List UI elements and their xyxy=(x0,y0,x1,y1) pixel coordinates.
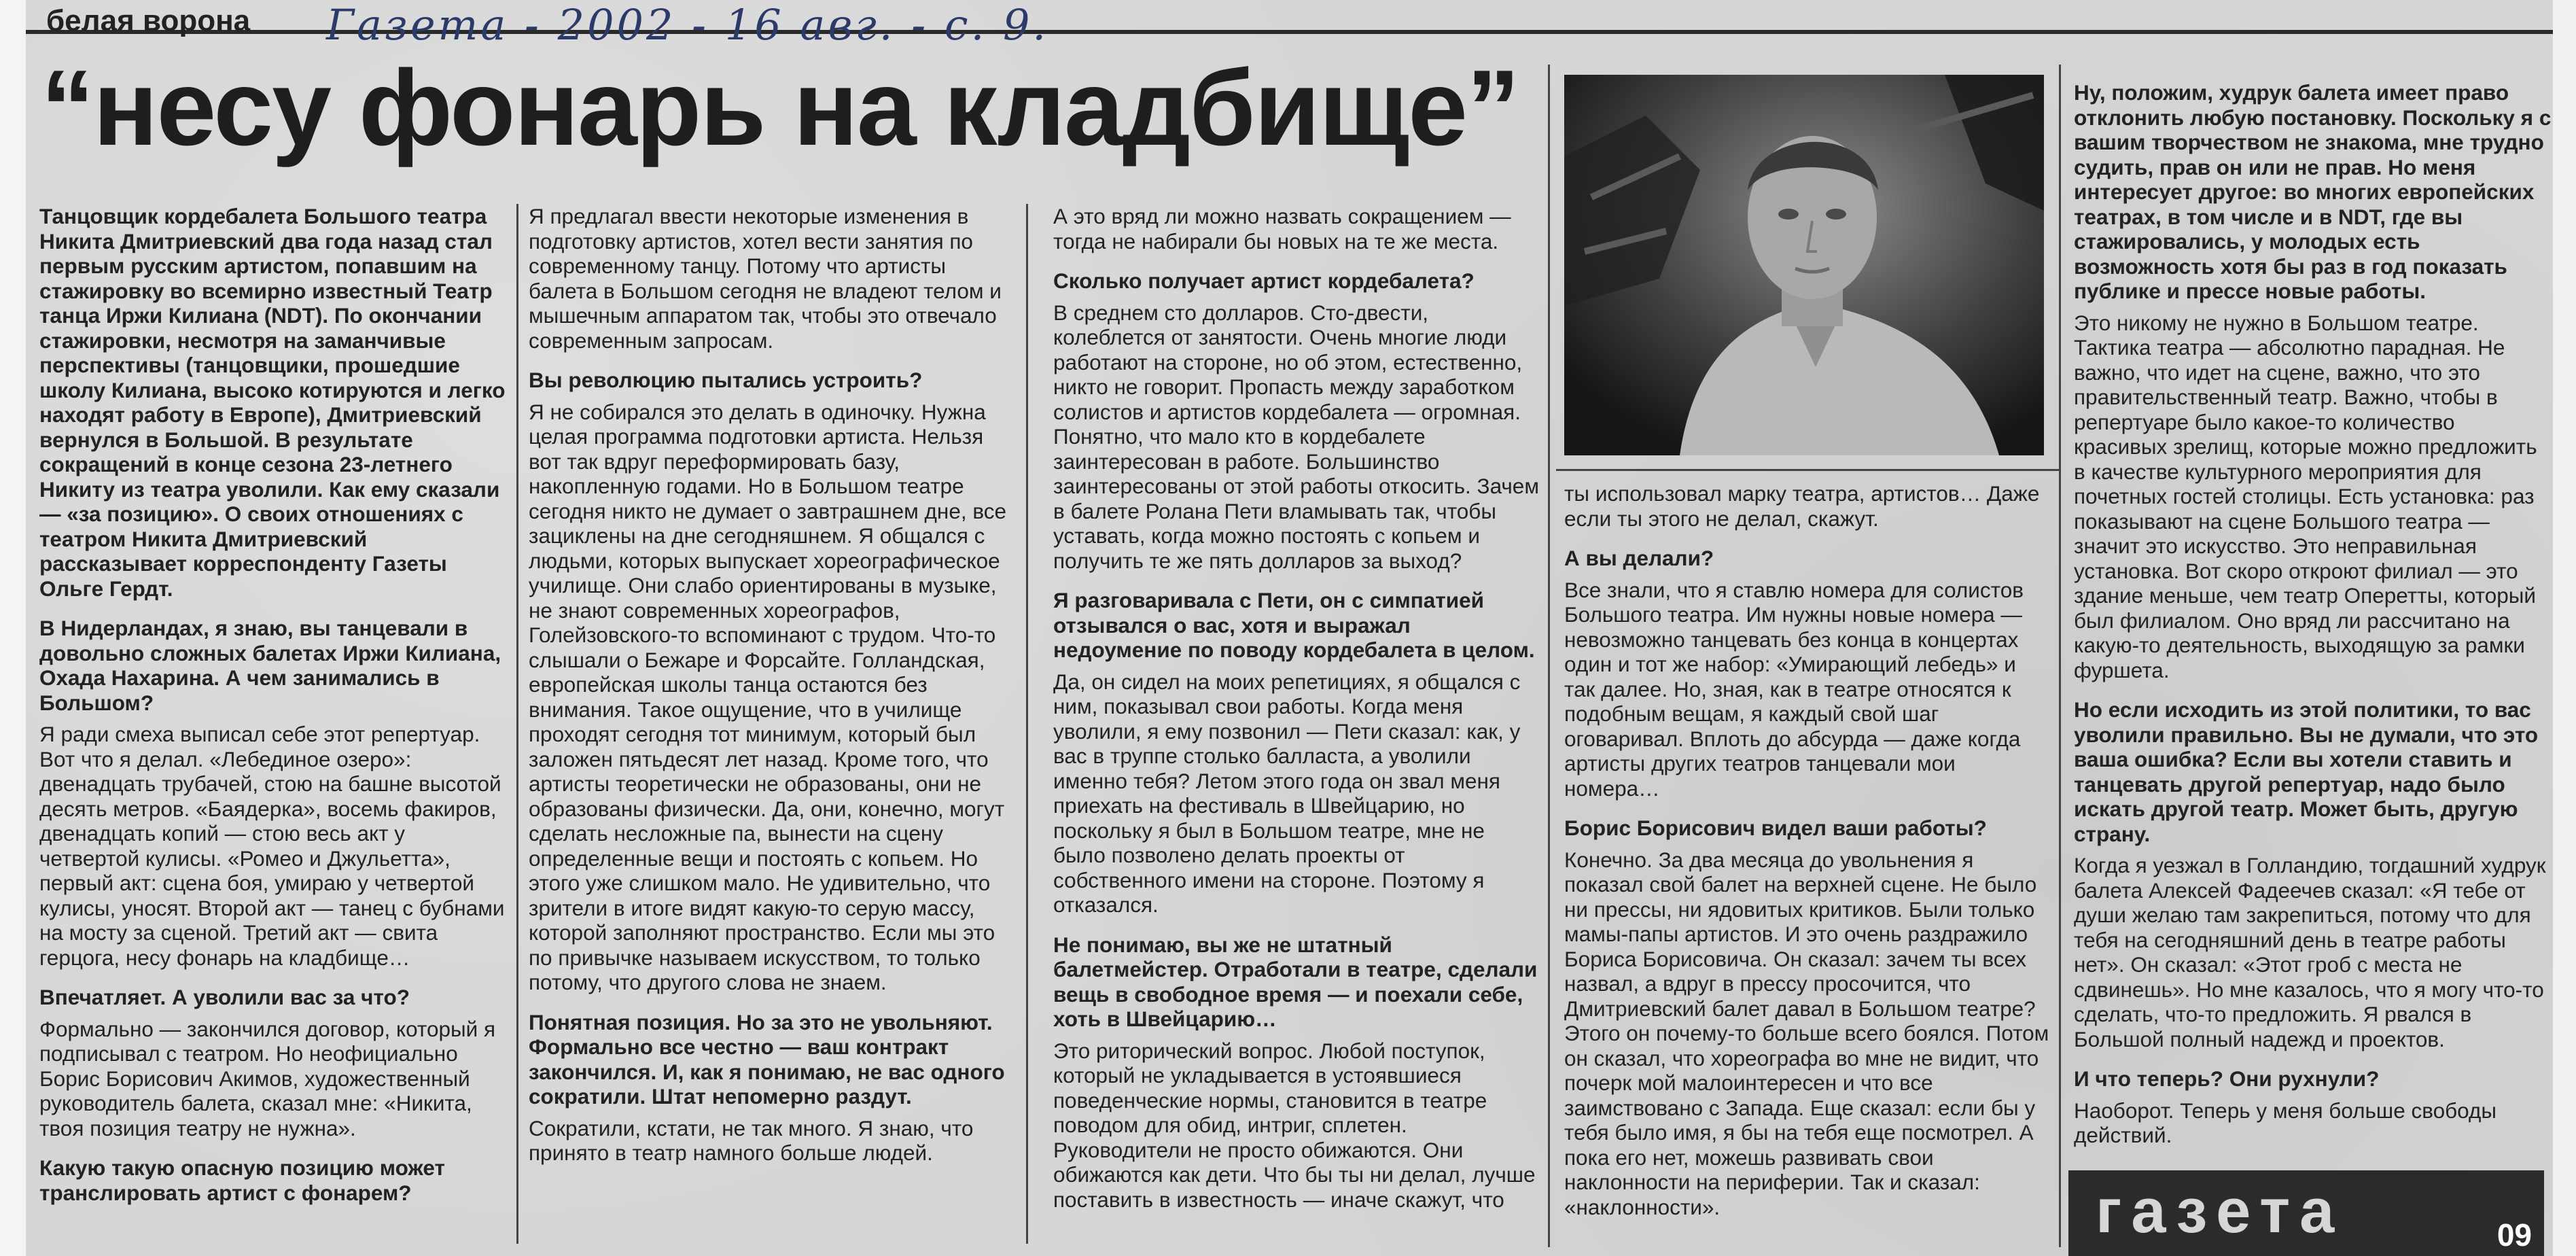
lead-text-2: два года назад стал первым русским артистом, попавшим на стажировку во всемирно известный Театр танца Иржи Килиана (NDT). По окончании стажировки, несмотря на заманчивые перспективы (танцовщики, прошедшие школу Килиана, высоко котируются и легко находят работу в Европе), Дмитриевский вернулся в Большой. В результате сокращений в конце сезона 23-летнего Никиту из театра уволили. Как ему сказали — «за позицию». О своих отношениях с театром xyxy=(39,228,506,551)
logo-wordmark: газета xyxy=(2096,1176,2344,1246)
question-4: Вы революцию пытались устроить? xyxy=(529,368,923,392)
column-2 xyxy=(529,204,1018,1251)
answer-13: Наоборот. Теперь у меня больше свободы действий. xyxy=(2074,1098,2497,1147)
headline: “несу фонарь на кладбище” xyxy=(41,48,1519,168)
lead-name-2: Никита Дмитриевский xyxy=(132,526,368,551)
question-7: Я разговаривала с Пети, он с симпатией отзывался о вас, хотя и выражал недоумение по поводу кордебалета в целом. xyxy=(1053,588,1535,662)
question-13: И что теперь? Они рухнули? xyxy=(2074,1066,2380,1091)
lead-correspondent: Газеты Ольге Гердт xyxy=(39,551,447,601)
column-rule-3 xyxy=(1548,65,1550,1247)
lead-end: . xyxy=(166,576,173,601)
question-12: Но если исходить из этой политики, то вас уволили правильно. Вы не думали, что это ваша ошибка? Если вы хотели ставить и танцевать другой репертуар, надо было искать другой театр. Может быть, другую страну. xyxy=(2074,697,2539,846)
question-11: Ну, положим, худрук балета имеет право отклонить любую постановку. Поскольку я с вашим творчеством не знакома, мне трудно судить, прав он или не прав. Но меня интересует другое: во многих европейских театрах, в том числе и в NDT, где вы стажировались, у молодых есть возможность хотя бы раз в год показать публике и прессе новые работы. xyxy=(2074,80,2552,303)
newspaper-logo xyxy=(2068,1170,2544,1256)
question-1: В Нидерландах, я знаю, вы танцевали в довольно сложных балетах Иржи Килиана, Охада Нахарина. А чем занимались в Большом? xyxy=(39,616,501,715)
answer-7: Да, он сидел на моих репетициях, я общался с ним, показывал свои работы. Когда меня уволили, я ему позвонил — Пети сказал: как, у вас в труппе столько балласта, а уволили именно тебя? Летом этого года он звал меня приехать на фестиваль в Швейцарию, но поскольку я был в Большом театре, мне не было позволено делать проекты от собственного имени на стороне. Поэтому я отказался. xyxy=(1053,669,1521,917)
lead-name: Никита Дмитриевский xyxy=(39,228,275,254)
answer-5-continued: А это вряд ли можно назвать сокращением — тогда не набирали бы новых на те же места. xyxy=(1053,204,1511,254)
question-9: А вы делали? xyxy=(1564,546,1714,570)
page-margin-left xyxy=(0,0,26,1256)
column-rule-4 xyxy=(2059,65,2061,1247)
rubric-label: белая ворона xyxy=(46,4,251,37)
handwritten-note: Газета - 2002 - 16 авг. - с. 9. xyxy=(326,0,1049,50)
answer-8-continued: ты использовал марку театра, артистов… Даже если ты этого не делал, скажут. xyxy=(1564,481,2040,531)
answer-5: Сократили, кстати, не так много. Я знаю, что принято в театр намного больше людей. xyxy=(529,1115,974,1165)
page-margin-right xyxy=(2553,0,2576,1256)
column-5 xyxy=(2074,80,2553,1161)
lead-paragraph xyxy=(39,204,508,601)
answer-4: Я не собирался это делать в одиночку. Нужна целая программа подготовки артиста. Нельзя вот так вдруг переформировать базу, накопленную годами. Но в Большом театре сегодня никто не думает о завтрашнем дне, все зациклены на дне сегодняшнем. Я общался с людьми, которых выпускает хореографическое училище. Они слабо ориентированы в музыке, не знают современных хореографов, Голейзовского-то вспоминают с трудом. Что-то слышали о Бежаре и Форсайте. Голландская, европейская школы танца остаются без внимания. Такое ощущение, что в училище проходят сегодня тот минимум, который был заложен пятьдесят лет назад. Кроме того, что артисты теоретически не образованы, они не образованы физически. Да, они, конечно, могут сделать несложные па, вынести на сцену определенные вещи и постоять с копьем. Но этого уже слишком мало. Не удивительно, что зрители в итоге видят какую-то серую массу, которой заполняют пространство. Если мы это по привычке называем искусством, то только потому, что другого слова не знаем. xyxy=(529,399,1006,994)
portrait-image xyxy=(1564,75,2044,455)
answer-10: Конечно. За два месяца до увольнения я показал свой балет на верхней сцене. Не было ни прессы, ни ядовитых критиков. Были только мамы-папы артистов. И это очень раздражило Бориса Борисовича. Он сказал: зачем ты всех назвал, а вдруг в прессу просочится, что Дмитриевский балет давал в Большом театре? Этого он почему-то больше всего боялся. Потом он сказал, что хореографа во мне не видит, что почерк мой малоинтересен и что все заимствовано с Запада. Еще сказал: если бы у тебя было имя, я бы на тебя еще посмотрел. А пока его нет, можешь развивать свои наклонности на периферии. Так и сказал: «наклонности». xyxy=(1564,847,2049,1219)
answer-8: Это риторический вопрос. Любой поступок, который не укладывается в устоявшиеся поведенческие нормы, становится в театре поводом для обид, интриг, сплетен. Руководители не просто обижаются. Они обижаются как дети. Что бы ты ни делал, лучше поставить в известность — иначе скажут, что xyxy=(1053,1038,1536,1212)
question-10: Борис Борисович видел ваши работы? xyxy=(1564,816,1987,840)
column-4 xyxy=(1564,481,2051,1249)
answer-1: Я ради смеха выписал себе этот репертуар. Вот что я делал. «Лебединое озеро»: двенадцать трубачей, стою на башне высотой десять метров. «Баядерка», восемь факиров, двенадцать копий — стою весь акт у четвертой кулисы. «Ромео и Джульетта», первый акт: сцена боя, умираю у четвертой кулисы, уносят. Второй акт — танец с бубнами на мосту за сценой. Третий акт — свита герцога, несу фонарь на кладбище… xyxy=(39,722,505,970)
column-rule-2 xyxy=(1026,204,1028,1244)
question-3: Какую такую опасную позицию может транслировать артист с фонарем? xyxy=(39,1155,445,1205)
answer-2: Формально — закончился договор, который я подписывал с театром. Но неофициально Борис Борисович Акимов, художественный руководитель балета, сказал мне: «Никита, твоя позиция театру не нужна». xyxy=(39,1016,496,1140)
question-5: Понятная позиция. Но за это не увольняют. Формально все честно — ваш контракт закончился. И, как я понимаю, не вас одного сократили. Штат непомерно раздут. xyxy=(529,1009,1005,1109)
question-2: Впечатляет. А уволили вас за что? xyxy=(39,985,410,1009)
lead-text-3: рассказывает корреспонденту xyxy=(39,551,372,576)
question-8: Не понимаю, вы же не штатный балетмейстер. Отработали в театре, сделали вещь в свободное время — и поехали себе, хоть в Швейцарию… xyxy=(1053,932,1538,1031)
answer-11: Это никому не нужно в Большом театре. Тактика театра — абсолютно парадная. Не важно, что идет на сцене, важно, что это правительственный театр. Важно, чтобы в репертуаре было какое-то количество красивых зрелищ, которые можно предложить в качестве культурного мероприятия для почетных гостей столицы. Есть установка: раз показывают на сцене Большого театра — значит это искусство. Это неправильная установка. Вот скоро откроют филиал — это здание меньше, чем театр Оперетты, который был филиалом. Оно вряд ли рассчитано на какую-то деятельность, выходящую за рамки фуршета. xyxy=(2074,310,2537,682)
page-number: 09 xyxy=(2496,1217,2532,1253)
answer-9: Все знали, что я ставлю номера для солистов Большого театра. Им нужны новые номера — невозможно танцевать без конца в концертах один и тот же набор: «Умирающий лебедь» и так далее. Но, зная, как в театре относятся к подобным вещам, я каждый свой шаг оговаривал. Вплоть до абсурда — даже когда артисты других театров танцевали мои номера… xyxy=(1564,577,2024,801)
answer-12: Когда я уезжал в Голландию, тогдашний худрук балета Алексей Фадеечев сказал: «Я тебе от души желаю там закрепиться, потому что для тебя на сегодняшний день в театре работы нет». Он сказал: «Этот гроб с места не сдвинешь». Но мне казалось, что я могу что-то сделать, что-то предложить. Я рвался в Большой полный надежд и проектов. xyxy=(2074,853,2546,1051)
column-3 xyxy=(1053,204,1542,1251)
answer-6: В среднем сто долларов. Сто-двести, колеблется от занятости. Очень многие люди работают на стороне, но об этом, естественно, никто не говорит. Пропасть между заработком солистов и артистов кордебалета — огромная. Понятно, что мало кто в кордебалете заинтересован в работе. Большинство заинтересованы от этой работы откосить. Зачем в балете Ролана Пети вламывать так, чтобы уставать, когда можно постоять с копьем и получить те же пять долларов за выход? xyxy=(1053,300,1539,573)
column-1 xyxy=(39,204,508,1251)
question-6: Сколько получает артист кордебалета? xyxy=(1053,268,1475,293)
answer-3: Я предлагал ввести некоторые изменения в подготовку артистов, хотел вести занятия по современному танцу. Потому что артисты балета в Большом сегодня не владеют телом и мышечным аппаратом так, чтобы это отвечало современным запросам. xyxy=(529,204,1002,353)
portrait-photo xyxy=(1564,75,2044,455)
lead-text-1: Танцовщик кордебалета Большого театра xyxy=(39,204,487,228)
column-rule-1 xyxy=(516,204,518,1244)
photo-bottom-rule xyxy=(1556,469,2059,471)
